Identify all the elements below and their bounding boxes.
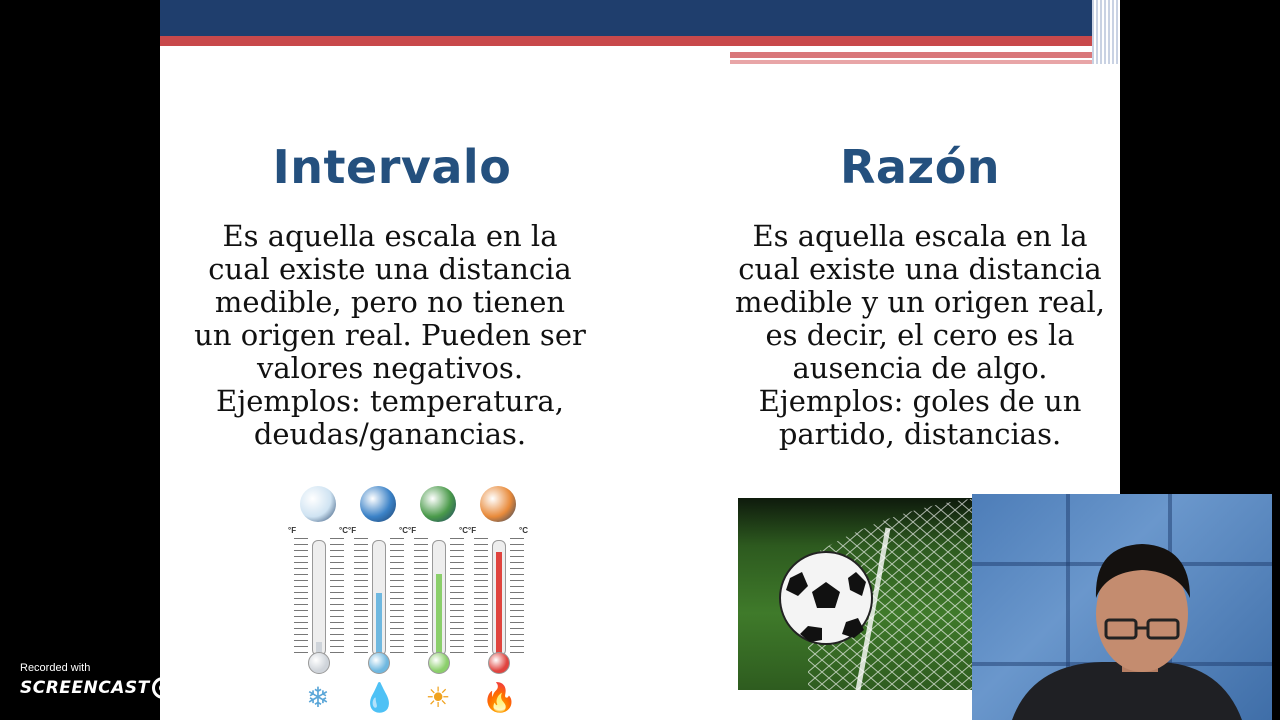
globe-icon — [480, 486, 516, 522]
unit-celsius: °C — [459, 526, 468, 535]
ratio-column — [700, 140, 1120, 451]
interval-line: deudas/ganancias. — [253, 417, 527, 451]
thermometer-fill — [376, 593, 382, 655]
ratio-line: ausencia de algo. — [792, 351, 1048, 385]
weather-symbol-icon: 💧 — [362, 682, 397, 713]
interval-title: Intervalo — [272, 140, 512, 194]
weather-symbol-icon: ☀ — [425, 682, 451, 713]
interval-line: medible, pero no tienen — [214, 285, 566, 319]
interval-line: valores negativos. — [256, 351, 524, 385]
thermometer-units — [468, 526, 528, 535]
thermometer — [408, 486, 468, 720]
thermometer-units — [288, 526, 348, 535]
weather-symbol-icon: 🔥 — [482, 682, 517, 713]
ratio-title: Razón — [839, 140, 1001, 194]
unit-celsius: °C — [339, 526, 348, 535]
thermometer-fill — [436, 574, 442, 655]
thermometer-scale — [294, 538, 308, 654]
ratio-line: Ejemplos: goles de un — [758, 384, 1082, 418]
thermometer — [288, 486, 348, 720]
screencast-watermark — [20, 662, 237, 699]
thermometer-bulb — [368, 652, 390, 674]
header-stripes — [1092, 0, 1120, 64]
logo-text-left: SCREENCAST — [20, 678, 150, 698]
interval-column — [160, 140, 620, 451]
thermometer-bulb — [308, 652, 330, 674]
thermometer-bulb — [428, 652, 450, 674]
thermometers-image — [288, 486, 528, 720]
soccer-goal-image — [738, 498, 978, 690]
presenter-figure — [972, 494, 1272, 720]
unit-fahrenheit: °F — [288, 526, 297, 535]
header-band-red — [160, 36, 1120, 46]
unit-fahrenheit: °F — [468, 526, 477, 535]
thermometer-tube — [372, 540, 386, 656]
screencast-o-matic-logo — [20, 677, 237, 699]
unit-celsius: °C — [519, 526, 528, 535]
thermometer-fill — [496, 552, 502, 655]
unit-fahrenheit: °F — [408, 526, 417, 535]
thermometer-tube — [492, 540, 506, 656]
ratio-line: medible y un origen real, — [735, 285, 1105, 319]
interval-description — [160, 220, 620, 451]
logo-ring-icon — [152, 677, 174, 699]
ratio-line: cual existe una distancia — [738, 252, 1102, 286]
thermometer-scale — [450, 538, 464, 654]
interval-line: cual existe una distancia — [208, 252, 572, 286]
thermometer-bulb — [488, 652, 510, 674]
interval-line: un origen real. Pueden ser — [194, 318, 586, 352]
header-band-red-accent — [730, 52, 1120, 58]
ratio-line: es decir, el cero es la — [765, 318, 1075, 352]
unit-celsius: °C — [399, 526, 408, 535]
globe-icon — [360, 486, 396, 522]
thermometer — [468, 486, 528, 720]
header-band-red-accent-light — [730, 60, 1120, 64]
thermometer-scale — [510, 538, 524, 654]
thermometer-scale — [330, 538, 344, 654]
thermometer-tube — [432, 540, 446, 656]
webcam-overlay — [972, 494, 1272, 720]
ratio-line: partido, distancias. — [778, 417, 1062, 451]
soccer-goal-illustration — [738, 498, 978, 690]
globe-icon — [300, 486, 336, 522]
thermometer-scale — [390, 538, 404, 654]
globe-icon — [420, 486, 456, 522]
header-band-blue — [160, 0, 1120, 36]
thermometer — [348, 486, 408, 720]
unit-fahrenheit: °F — [348, 526, 357, 535]
thermometer-scale — [414, 538, 428, 654]
watermark-caption: Recorded with — [20, 662, 91, 674]
thermometer-scale — [474, 538, 488, 654]
logo-text-right: MATIC — [175, 678, 238, 698]
thermometer-tube — [312, 540, 326, 656]
ratio-description — [700, 220, 1120, 451]
weather-symbol-icon: ❄ — [306, 682, 330, 713]
thermometer-units — [348, 526, 408, 535]
interval-line: Ejemplos: temperatura, — [216, 384, 564, 418]
interval-line: Es aquella escala en la — [222, 219, 558, 253]
thermometer-units — [408, 526, 468, 535]
ratio-line: Es aquella escala en la — [752, 219, 1088, 253]
thermometer-scale — [354, 538, 368, 654]
